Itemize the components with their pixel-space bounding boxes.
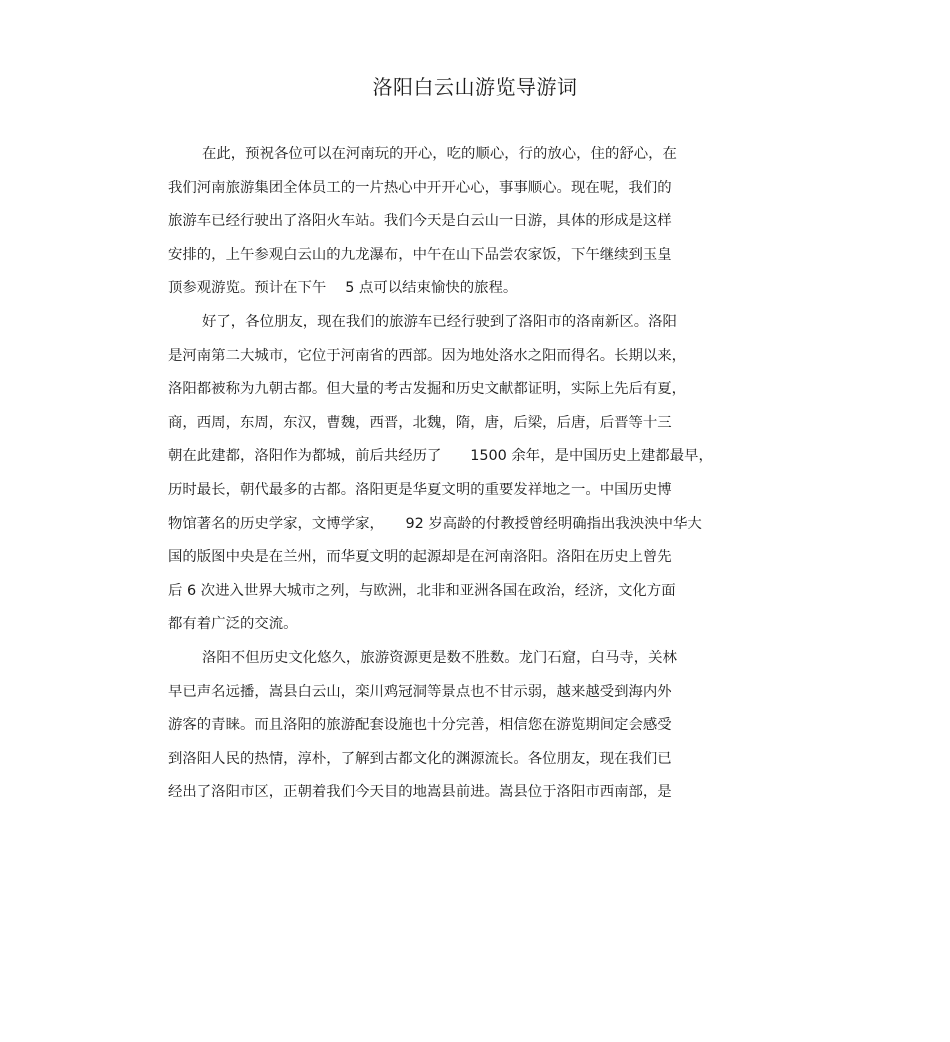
text-line: 国的版图中央是在兰州，而华夏文明的起源却是在河南洛阳。洛阳在历史上曾先 [168, 549, 672, 566]
text-line: 到洛阳人民的热情，淳朴，了解到古都文化的渊源流长。各位朋友，现在我们已 [168, 750, 672, 767]
text-line: 都有着广泛的交流。 [168, 616, 298, 633]
document-title: 洛阳白云山游览导游词 [372, 75, 578, 99]
text-line: 洛阳都被称为九朝古都。但大量的考古发掘和历史文献都证明，实际上先后有夏， [168, 381, 687, 398]
document-body [168, 138, 768, 810]
text-line: 经出了洛阳市区，正朝着我们今天目的地嵩县前进。嵩县位于洛阳市西南部，是 [168, 784, 672, 801]
text-line: 后 6 次进入世界大城市之列，与欧洲，北非和亚洲各国在政治，经济，文化方面 [168, 582, 676, 599]
text-line: 洛阳不但历史文化悠久，旅游资源更是数不胜数。龙门石窟，白马寺，关林 [202, 649, 677, 666]
text-line: 历时最长，朝代最多的古都。洛阳更是华夏文明的重要发祥地之一。中国历史博 [168, 481, 672, 498]
text-line: 早已声名远播，嵩县白云山，栾川鸡冠洞等景点也不甘示弱，越来越受到海内外 [168, 683, 672, 700]
text-line: 游客的青睐。而且洛阳的旅游配套设施也十分完善，相信您在游览期间定会感受 [168, 717, 672, 734]
text-line: 安排的，上午参观白云山的九龙瀑布，中午在山下品尝农家饭，下午继续到玉皇 [168, 246, 672, 263]
text-line: 商，西周，东周，东汉，曹魏，西晋，北魏，隋，唐，后梁，后唐，后晋等十三 [168, 414, 672, 431]
text-line: 顶参观游览。预计在下午 5 点可以结束愉快的旅程。 [168, 280, 518, 297]
text-line: 旅游车已经行驶出了洛阳火车站。我们今天是白云山一日游，具体的形成是这样 [168, 213, 672, 230]
text-line: 好了，各位朋友，现在我们的旅游车已经行驶到了洛阳市的洛南新区。洛阳 [202, 313, 677, 330]
text-line: 物馆著名的历史学家，文博学家， 92 岁高龄的付教授曾经明确指出我泱泱中华大 [168, 515, 702, 532]
text-line: 是河南第二大城市，它位于河南省的西部。因为地处洛水之阳而得名。长期以来， [168, 347, 687, 364]
text-line: 朝在此建都，洛阳作为都城，前后共经历了 1500 余年，是中国历史上建都最早， [168, 448, 713, 465]
text-line: 在此，预祝各位可以在河南玩的开心，吃的顺心，行的放心，住的舒心，在 [202, 146, 677, 162]
text-line: 我们河南旅游集团全体员工的一片热心中开开心心，事事顺心。现在呢，我们的 [168, 179, 672, 196]
